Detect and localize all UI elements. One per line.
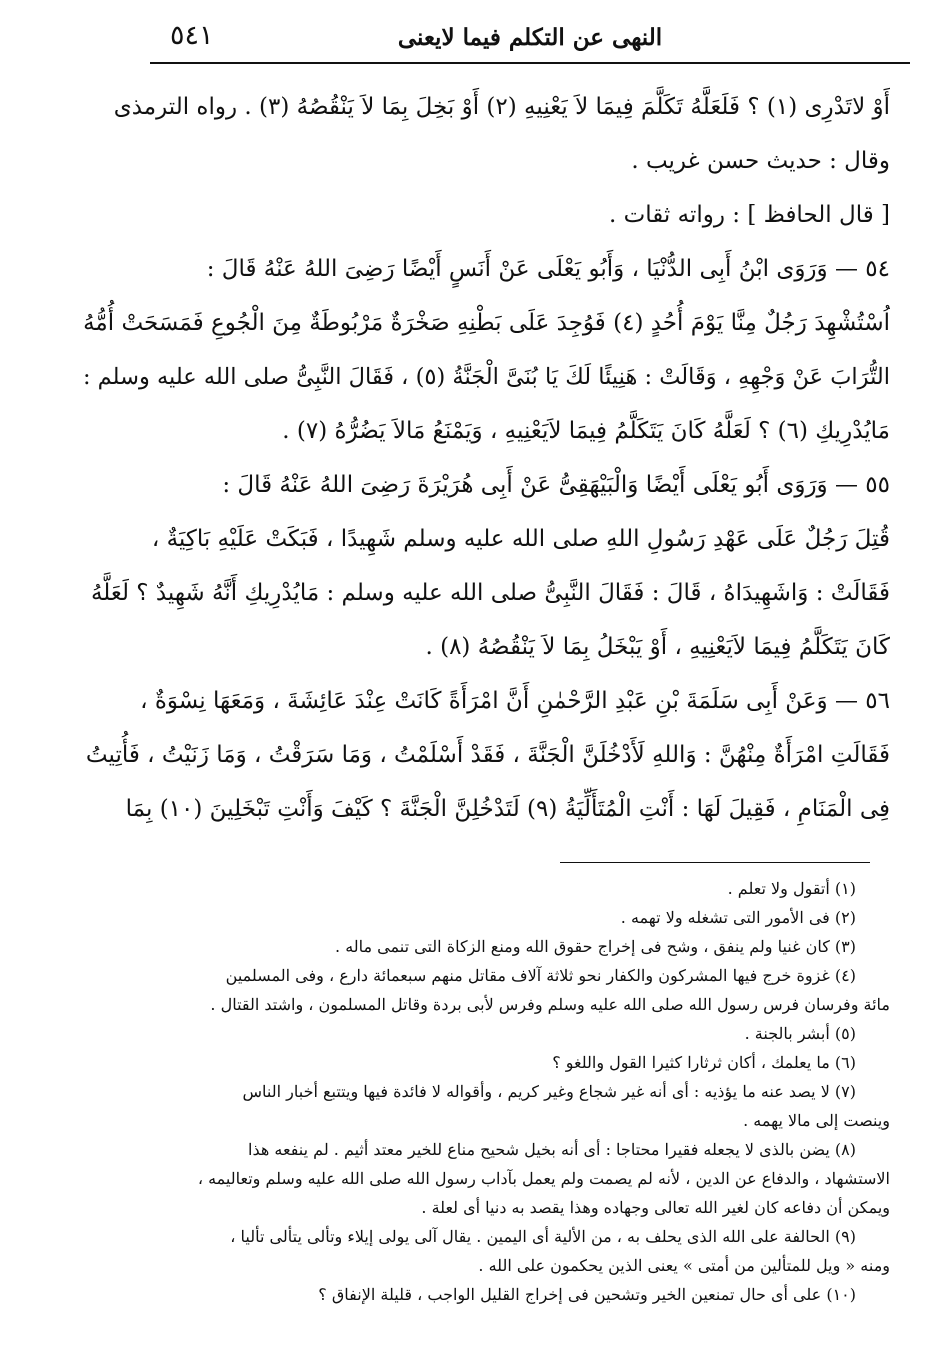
text-line: التُّرَابَ عَنْ وَجْهِهِ ، وَقَالَتْ : هَنِيئًا لَكَ يَا بُنَىَّ الْجَنَّةُ (٥) ، فَقَالَ النَّبِىُّ صلى الله عليه وسلم : xyxy=(82,364,890,390)
footnote: (٥) أبشر بالجنة . xyxy=(744,1024,856,1043)
footnote: (٩) الحالفة على الله الذى يحلف به ، من الألية أى اليمين . يقال آلى يولى إيلاء وتألى يتألى تأليا ، xyxy=(230,1227,856,1246)
footnotes xyxy=(80,874,890,1309)
page-number: ٥٤١ xyxy=(170,20,214,51)
text-line: وقال : حديث حسن غريب . xyxy=(631,148,890,174)
text-line: [ قال الحافظ ] : رواته ثقات . xyxy=(608,202,890,228)
footnote: (٣) كان غنيا ولم ينفق ، وشح فى إخراج حقوق الله ومنع الزكاة التى تنمى ماله . xyxy=(335,937,856,956)
text-line: اُسْتُشْهِدَ رَجُلٌ مِنَّا يَوْمَ أُحُدٍ (٤) فَوُجِدَ عَلَى بَطْنِهِ صَخْرَةٌ مَرْبُوطَةٌ مِنَ الْجُوعِ فَمَسَحَتْ أُمُّهُ xyxy=(83,310,890,336)
header-rule xyxy=(150,62,910,64)
text-line: قُتِلَ رَجُلٌ عَلَى عَهْدِ رَسُولِ اللهِ صلى الله عليه وسلم شَهِيدًا ، فَبَكَتْ عَلَيْهِ بَاكِيَةٌ ، xyxy=(151,526,890,552)
footnote: (٧) لا يصد عنه ما يؤذيه : أى أنه غير شجاع وغير كريم ، وأقواله لا فائدة فيها ويتتبع أخبار الناس xyxy=(242,1082,856,1101)
text-line: أَوْ لاتَدْرِى (١) ؟ فَلَعَلَّهُ تَكَلَّمَ فِيمَا لاَ يَعْنِيهِ (٢) أَوْ بَخِلَ بِمَا لاَ يَنْقُصُهُ (٣) . رواه الترمذى xyxy=(113,94,890,120)
page-header xyxy=(150,18,910,58)
footnote: (٤) غزوة خرج فيها المشركون والكفار نحو ثلاثة آلاف مقاتل منهم سبعمائة دارع ، وفى المسلمين xyxy=(225,966,856,985)
text-line: كَانَ يَتَكَلَّمُ فِيمَا لاَيَعْنِيهِ ، أَوْ يَبْخَلُ بِمَا لاَ يَنْقُصُهُ (٨) . xyxy=(425,634,890,660)
footnote: (١٠) على أى حال تمنعين الخير وتشحين فى إخراج القليل الواجب ، قليلة الإنفاق ؟ xyxy=(318,1285,856,1304)
text-line: فِى الْمَنَامِ ، فَقِيلَ لَهَا : أَنْتِ الْمُتَأَلِّيَةُ (٩) لَتَدْخُلِنَّ الْجَنَّةَ ؟ كَيْفَ وَأَنْتِ تَبْخَلِينَ (١٠) بِمَا xyxy=(125,796,890,822)
footnote-continuation: ويمكن أن دفاعه كان لغير الله تعالى وجهاده وهذا يقصد به دنيا أى لعلة . xyxy=(421,1198,890,1217)
hadith-56-start: ٥٦ — وَعَنْ أَبِى سَلَمَةَ بْنِ عَبْدِ الرَّحْمٰنِ أَنَّ امْرَأَةً كَانَتْ عِنْدَ عَائِشَةَ ، وَمَعَهَا نِسْوَةٌ ، xyxy=(140,688,890,714)
hadith-55-start: ٥٥ — وَرَوَى أَبُو يَعْلَى أَيْضًا وَالْبَيْهَقِىُّ عَنْ أَبِى هُرَيْرَةَ رَضِىَ اللهُ عَنْهُ قَالَ : xyxy=(222,472,890,498)
main-text xyxy=(80,80,890,836)
footnote-continuation: الاستشهاد ، والدفاع عن الدين ، لأنه لم يصمت ولم يعمل بآداب رسول الله صلى الله عليه وسلم وتعاليمه ، xyxy=(197,1169,890,1188)
footnote: (٨) يضن بالذى لا يجعله فقيرا محتاجا : أى أنه بخيل شحيح مناع للخير معتد أثيم . لم ينفعه هذا xyxy=(248,1140,856,1159)
text-line: فَقَالَتِ امْرَأَةٌ مِنْهُنَّ : وَاللهِ لَأَدْخُلَنَّ الْجَنَّةَ ، فَقَدْ أَسْلَمْتُ ، وَمَا سَرَقْتُ ، وَمَا زَنَيْتُ ، فَأُتِيتُ xyxy=(85,742,890,768)
footnote-continuation: مائة وفرسان فرس رسول الله صلى الله عليه وسلم وفرس لأبى بردة وقاتل المسلمون ، واشتد القتال . xyxy=(210,995,890,1014)
footnote-continuation: وينصت إلى مالا يهمه . xyxy=(743,1111,890,1130)
footnote-rule xyxy=(560,862,870,863)
footnote: (٢) فى الأمور التى تشغله ولا تهمه . xyxy=(620,908,856,927)
text-line: مَايُدْرِيكِ (٦) ؟ لَعَلَّهُ كَانَ يَتَكَلَّمُ فِيمَا لاَيَعْنِيهِ ، وَيَمْنَعُ مَالاَ يَضُرُّهُ (٧) . xyxy=(282,418,890,444)
running-title: النهى عن التكلم فيما لايعنى xyxy=(397,24,663,51)
text-line: فَقَالَتْ : وَاشَهِيدَاهُ ، قَالَ : فَقَالَ النَّبِىُّ صلى الله عليه وسلم : مَايُدْرِيكِ أَنَّهُ شَهِيدٌ ؟ لَعَلَّهُ xyxy=(90,580,890,606)
footnote-continuation: ومنه « ويل للمتألين من أمتى » يعنى الذين يحكمون على الله . xyxy=(478,1256,890,1275)
footnote: (١) أتقول ولا تعلم . xyxy=(727,879,856,898)
hadith-54-start: ٥٤ — وَرَوَى ابْنُ أَبِى الدُّنْيَا ، وَأَبُو يَعْلَى عَنْ أَنَسٍ أَيْضًا رَضِىَ اللهُ عَنْهُ قَالَ : xyxy=(206,256,890,282)
footnote: (٦) ما يعلمك ، أكان ثرثارا كثيرا القول واللغو ؟ xyxy=(552,1053,856,1072)
